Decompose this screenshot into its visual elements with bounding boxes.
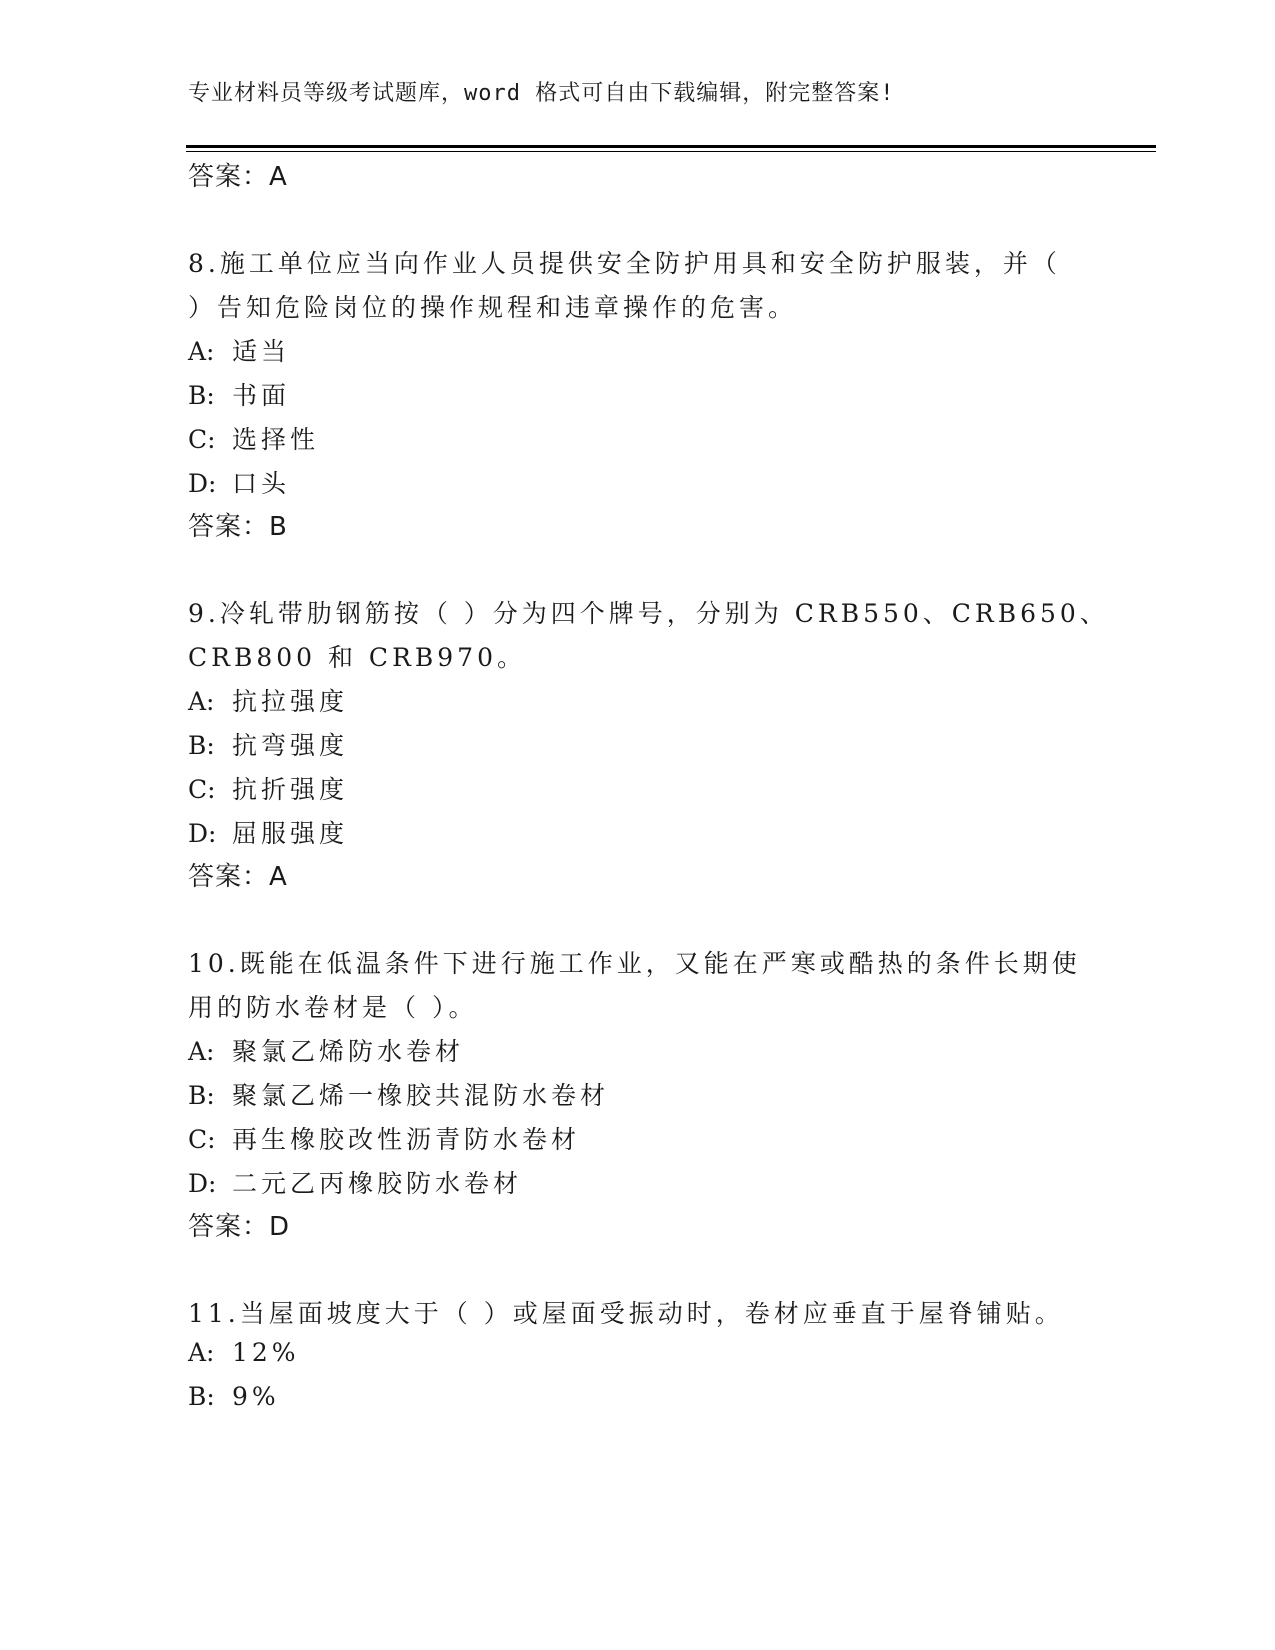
answer-q7: 答案：A (188, 162, 288, 192)
option-text: 聚氯乙烯一橡胶共混防水卷材 (232, 1081, 610, 1110)
option-text: 抗拉强度 (232, 687, 349, 716)
question-9-line-1: 9.冷轧带肋钢筋按（ ）分为四个牌号，分别为 CRB550、CRB650、 (188, 599, 1109, 628)
option-text: 9% (232, 1382, 280, 1411)
option-text: 聚氯乙烯防水卷材 (232, 1037, 465, 1066)
option-text: 适当 (232, 337, 291, 366)
question-9-option-c (188, 770, 348, 806)
answer-q8: 答案：B (188, 512, 288, 542)
question-9-line-2: CRB800 和 CRB970。 (188, 643, 526, 672)
option-label: C: (188, 775, 216, 804)
question-10-option-b (188, 1076, 609, 1112)
option-label: D: (188, 469, 217, 498)
question-11-option-b (188, 1382, 280, 1411)
question-11-option-a (188, 1338, 300, 1367)
option-text: 抗折强度 (232, 775, 349, 804)
header-rule-thick (186, 145, 1156, 148)
option-label: A: (188, 1338, 215, 1367)
option-label: C: (188, 425, 216, 454)
option-label: B: (188, 1382, 215, 1411)
option-text: 抗弯强度 (232, 731, 349, 760)
question-8-line-1: 8.施工单位应当向作业人员提供安全防护用具和安全防护服装，并（ (188, 249, 1061, 278)
option-label: B: (188, 1081, 215, 1110)
question-9-option-d (188, 814, 348, 850)
option-label: A: (188, 687, 215, 716)
option-label: D: (188, 1169, 217, 1198)
option-text: 12% (232, 1338, 300, 1367)
option-text: 书面 (232, 381, 291, 410)
question-8-line-2: ）告知危险岗位的操作规程和违章操作的危害。 (188, 293, 798, 322)
question-8-option-a (188, 332, 290, 368)
question-10-line-2: 用的防水卷材是（ ）。 (188, 993, 478, 1022)
option-label: A: (188, 337, 215, 366)
question-10-option-a (188, 1032, 464, 1068)
option-label: D: (188, 819, 217, 848)
question-8-option-d (188, 464, 290, 500)
question-11-line-1: 11.当屋面坡度大于（ ）或屋面受振动时，卷材应垂直于屋脊铺贴。 (188, 1299, 1064, 1328)
option-text: 再生橡胶改性沥青防水卷材 (232, 1125, 581, 1154)
option-text: 选择性 (232, 425, 320, 454)
option-label: C: (188, 1125, 216, 1154)
header-rule-thin (186, 151, 1156, 152)
option-text: 口头 (232, 469, 291, 498)
question-9-option-b (188, 726, 348, 762)
question-8-option-b (188, 376, 290, 412)
option-label: B: (188, 731, 215, 760)
page-header: 专业材料员等级考试题库，word 格式可自由下载编辑，附完整答案! (188, 81, 895, 106)
answer-q9: 答案：A (188, 862, 288, 892)
question-9-option-a (188, 682, 348, 718)
option-label: A: (188, 1037, 215, 1066)
answer-q10: 答案：D (188, 1212, 291, 1242)
question-10-line-1: 10.既能在低温条件下进行施工作业，又能在严寒或酷热的条件长期使 (188, 949, 1081, 978)
question-8-option-c (188, 420, 319, 456)
question-10-option-d (188, 1164, 522, 1200)
option-text: 二元乙丙橡胶防水卷材 (232, 1169, 523, 1198)
question-10-option-c (188, 1120, 580, 1156)
option-label: B: (188, 381, 215, 410)
option-text: 屈服强度 (232, 819, 349, 848)
